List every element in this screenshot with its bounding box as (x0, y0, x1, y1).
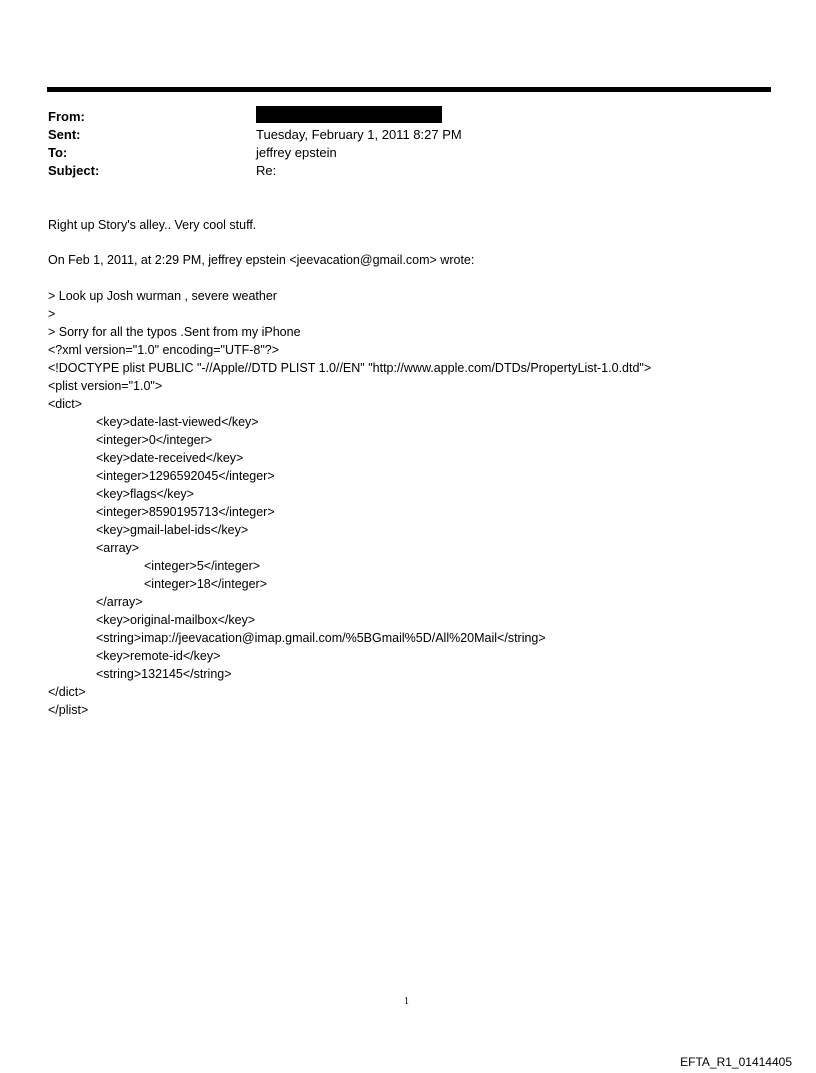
plist-line: </dict> (48, 685, 86, 699)
plist-line: <key>remote-id</key> (96, 649, 221, 663)
plist-line: <key>date-last-viewed</key> (96, 415, 259, 429)
quoted-line: > (48, 307, 56, 321)
plist-line: <key>flags</key> (96, 487, 194, 501)
plist-line: <integer>18</integer> (144, 577, 268, 591)
subject-value: Re: (256, 163, 277, 178)
plist-line: <string>132145</string> (96, 667, 232, 681)
quote-intro: On Feb 1, 2011, at 2:29 PM, jeffrey epstein <jeevacation@gmail.com> wrote: (48, 253, 475, 267)
to-label: To: (48, 145, 68, 160)
from-label: From: (48, 109, 85, 124)
quoted-line: > Look up Josh wurman , severe weather (48, 289, 277, 303)
plist-line: </array> (96, 595, 143, 609)
page-number: 1 (404, 996, 409, 1007)
sent-value: Tuesday, February 1, 2011 8:27 PM (256, 127, 462, 142)
plist-line: <key>original-mailbox</key> (96, 613, 256, 627)
plist-line: <plist version="1.0"> (48, 379, 163, 393)
plist-line: <integer>0</integer> (96, 433, 213, 447)
plist-line: <key>date-received</key> (96, 451, 244, 465)
quoted-line: > Sorry for all the typos .Sent from my iPhone (48, 325, 301, 339)
to-value: jeffrey epstein (256, 145, 337, 160)
redacted-sender (256, 106, 442, 123)
plist-line: <array> (96, 541, 140, 555)
plist-line: <integer>1296592045</integer> (96, 469, 275, 483)
plist-line: <integer>8590195713</integer> (96, 505, 275, 519)
plist-line: <!DOCTYPE plist PUBLIC "-//Apple//DTD PLIST 1.0//EN" "http://www.apple.com/DTDs/PropertyList-1.0.dtd"> (48, 361, 652, 375)
plist-line: </plist> (48, 703, 89, 717)
header-rule (47, 87, 771, 92)
subject-label: Subject: (48, 163, 100, 178)
plist-line: <?xml version="1.0" encoding="UTF-8"?> (48, 343, 280, 357)
sent-label: Sent: (48, 127, 81, 142)
document-id: EFTA_R1_01414405 (680, 1055, 792, 1069)
plist-line: <key>gmail-label-ids</key> (96, 523, 249, 537)
reply-text: Right up Story's alley.. Very cool stuff. (48, 218, 257, 232)
plist-line: <integer>5</integer> (144, 559, 261, 573)
plist-line: <dict> (48, 397, 83, 411)
plist-line: <string>imap://jeevacation@imap.gmail.com/%5BGmail%5D/All%20Mail</string> (96, 631, 546, 645)
